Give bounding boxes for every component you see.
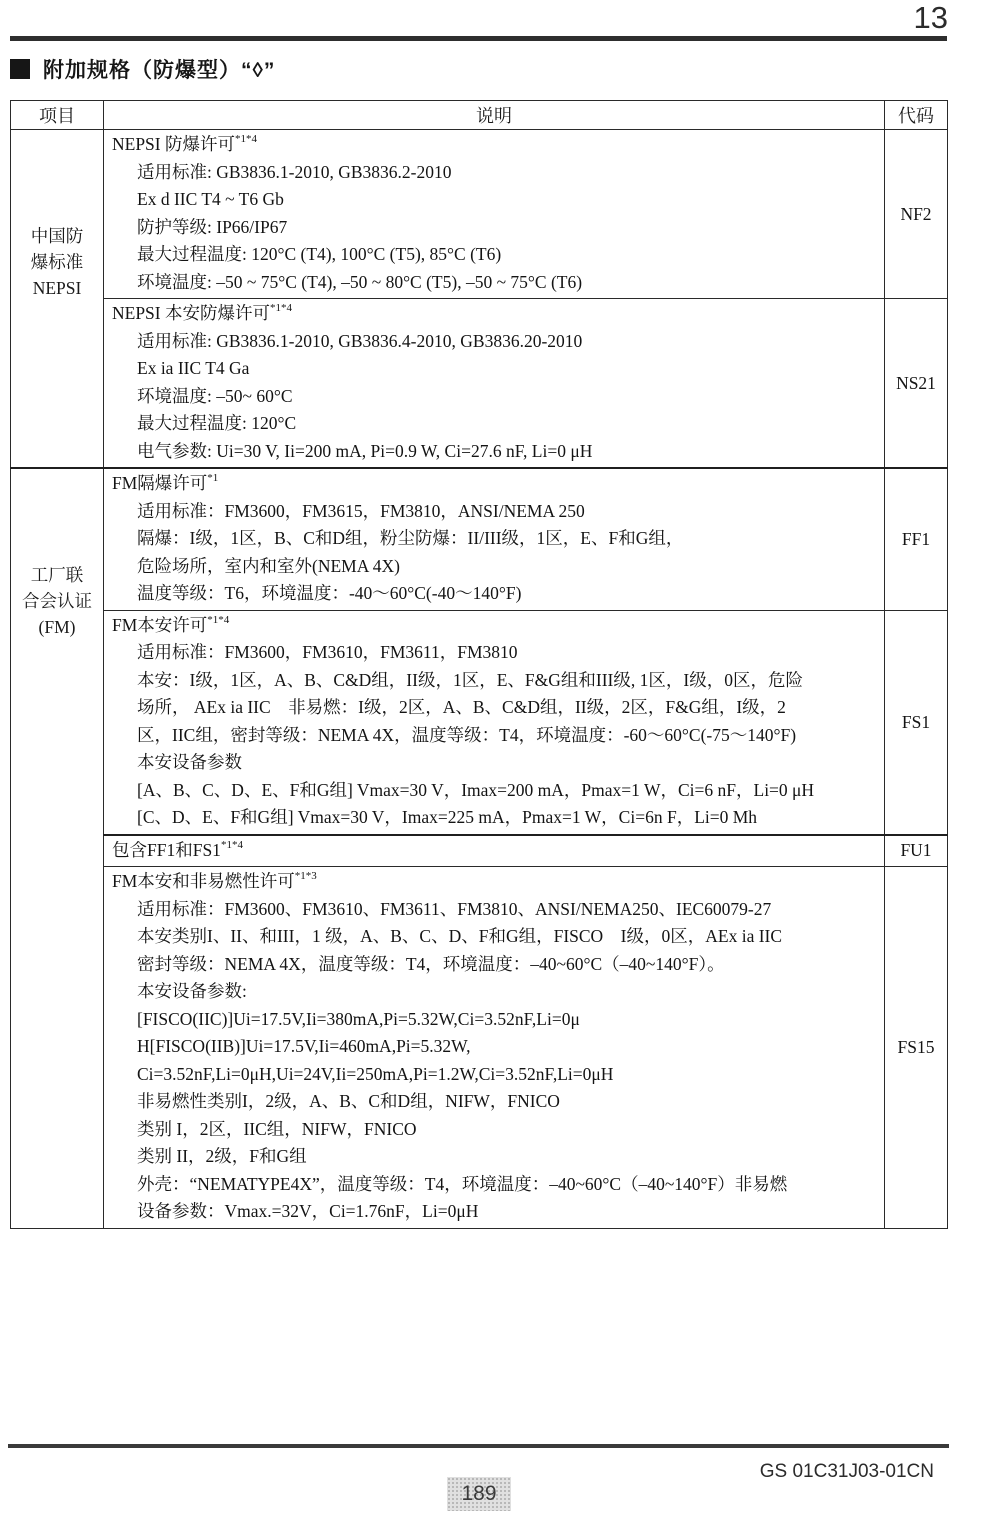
page-title: 附加规格（防爆型）“◊”: [43, 59, 276, 82]
item-cell: [11, 468, 104, 1228]
spec-line: 密封等级：NEMA 4X，温度等级：T4，环境温度：–40~60°C（–40~140°F）。: [137, 953, 725, 974]
footer-page-number: 189: [447, 1477, 511, 1511]
header-item: 项目: [11, 101, 104, 130]
description-cell: [104, 610, 885, 835]
description-cell: [104, 468, 885, 610]
item-line: (FM): [38, 617, 76, 637]
spec-line: 设备参数：Vmax.=32V，Ci=1.76nF，Li=0μH: [137, 1201, 479, 1221]
table-header-row: [11, 101, 948, 130]
code-cell: NF2: [885, 130, 948, 299]
item-line: 中国防: [30, 226, 84, 246]
page-number-top: 13: [913, 0, 948, 35]
spec-line: 适用标准: GB3836.1-2010, GB3836.4-2010, GB3836.20-2010: [137, 330, 583, 351]
spec-line: 本安：I级，1区，A、B、C&D组，II级，1区，E、F&G组和III级, 1区，I级，0区，危险: [137, 669, 803, 690]
item-line: 爆标准: [30, 252, 84, 272]
spec-line: 区，IIC组，密封等级：NEMA 4X，温度等级：T4，环境温度：-60～60°C(-75～140°F): [137, 724, 797, 745]
table-row: [11, 299, 948, 469]
header-description: 说明: [104, 101, 885, 130]
spec-line: 本安设备参数:: [137, 981, 247, 1001]
spec-line: 场所， AEx ia IIC 非易燃：I级，2区，A、B、C&D组，II级，2区，F&G组，I级，2: [137, 697, 786, 717]
spec-line: 最大过程温度: 120°C: [137, 413, 297, 433]
spec-line: 温度等级：T6，环境温度：-40～60°C(-40～140°F): [137, 583, 522, 603]
spec-line: 适用标准：FM3600，FM3615，FM3810，ANSI/NEMA 250: [137, 500, 585, 521]
table-row: [11, 867, 948, 1229]
spec-line: 电气参数: Ui=30 V, Ii=200 mA, Pi=0.9 W, Ci=27.6 nF, Li=0 μH: [137, 440, 593, 461]
footnote-marker: *1*4: [235, 133, 257, 146]
description-cell: [104, 867, 885, 1229]
spec-line: NEPSI 防爆许可$^{*1*4}$: [112, 133, 257, 154]
table-row: [11, 130, 948, 299]
spec-line: 适用标准: GB3836.1-2010, GB3836.2-2010: [137, 161, 452, 182]
spec-line: 环境温度: –50~ 60°C: [137, 385, 293, 406]
item-line: 合会认证: [22, 591, 92, 611]
spec-line: 外壳：“NEMATYPE4X”，温度等级：T4，环境温度：–40~60°C（–40~140°F）非易燃: [137, 1173, 788, 1194]
footnote-marker: *1: [207, 472, 219, 485]
spec-line: 防护等级: IP66/IP67: [137, 216, 288, 237]
spec-line: Ci=3.52nF,Li=0μH,Ui=24V,Ii=250mA,Pi=1.2W,Ci=3.52nF,Li=0μH: [137, 1063, 614, 1084]
spec-line: 最大过程温度: 120°C (T4), 100°C (T5), 85°C (T6): [137, 244, 502, 264]
code-cell: FS15: [885, 867, 948, 1229]
spec-line: 环境温度: –50 ~ 75°C (T4), –50 ~ 80°C (T5), –50 ~ 75°C (T6): [137, 271, 583, 292]
table-row: [11, 468, 948, 610]
spec-line: 非易燃性类别I，2级，A、B、C和D组，NIFW，FNICO: [137, 1091, 560, 1111]
table-row: [11, 610, 948, 835]
spec-line: 危险场所，室内和室外(NEMA 4X): [137, 555, 400, 576]
spec-line: 适用标准：FM3600、FM3610、FM3611、FM3810、ANSI/NEMA250、IEC60079-27: [137, 898, 772, 919]
description-cell: [104, 299, 885, 469]
code-cell: FU1: [885, 835, 948, 867]
document-number: GS 01C31J03-01CN: [759, 1461, 934, 1482]
spec-line: [A、B、C、D、E、F和G组] Vmax=30 V，Imax=200 mA，Pmax=1 W，Ci=6 nF，Li=0 μH: [137, 779, 815, 800]
top-divider: [10, 36, 947, 41]
spec-line: FM本安和非易燃性许可$^{*1*3}$: [112, 870, 317, 891]
spec-line: NEPSI 本安防爆许可$^{*1*4}$: [112, 302, 292, 323]
item-line: 工厂联: [30, 565, 84, 585]
code-cell: FF1: [885, 468, 948, 610]
spec-line: Ex d IIC T4 ~ T6 Gb: [137, 189, 284, 209]
spec-line: FM本安许可$^{*1*4}$: [112, 613, 230, 635]
spec-line: 适用标准：FM3600，FM3610，FM3611，FM3810: [137, 642, 518, 662]
spec-line: Ex ia IIC T4 Ga: [137, 358, 250, 378]
spec-table-body: [11, 130, 948, 1229]
spec-line: [FISCO(IIC)]Ui=17.5V,Ii=380mA,Pi=5.32W,Ci=3.52nF,Li=0μ: [137, 1008, 580, 1029]
spec-line: FM隔爆许可$^{*1}$: [112, 472, 219, 493]
table-row: [11, 835, 948, 867]
header-code: 代码: [885, 101, 948, 130]
footnote-marker: *1*4: [270, 302, 292, 315]
spec-line: 包含FF1和$FS1^{*1*4}$: [112, 838, 243, 860]
section-title: [10, 54, 275, 84]
item-line: NEPSI: [32, 278, 82, 298]
spec-line: 隔爆：I级，1区，B、C和D组，粉尘防爆：II/III级，1区，E、F和G组，: [137, 528, 684, 548]
code-cell: FS1: [885, 610, 948, 835]
footer-divider: [8, 1444, 949, 1448]
footnote-marker: *1*4: [207, 613, 230, 626]
description-cell: [104, 130, 885, 299]
description-cell: [104, 835, 885, 867]
footnote-marker: *1*4: [220, 838, 243, 851]
spec-line: 本安类别I、II、和III，1 级，A、B、C、D、F和G组，FISCO I级，0区，AEx ia IIC: [137, 926, 783, 946]
spec-table: [10, 100, 948, 1229]
black-square-icon: [10, 59, 30, 79]
spec-line: 类别 II，2级，F和G组: [137, 1146, 307, 1166]
spec-line: 本安设备参数: [137, 752, 242, 772]
footnote-marker: *1*3: [294, 870, 317, 883]
spec-line: H[FISCO(IIB)]Ui=17.5V,Ii=460mA,Pi=5.32W,: [137, 1036, 471, 1056]
spec-line: [C、D、E、F和G组] Vmax=30 V，Imax=225 mA，Pmax=1 W，Ci=6n F，Li=0 Mh: [137, 807, 758, 827]
code-cell: NS21: [885, 299, 948, 469]
item-cell: [11, 130, 104, 469]
spec-line: 类别 I，2区，IIC组，NIFW，FNICO: [137, 1118, 417, 1139]
